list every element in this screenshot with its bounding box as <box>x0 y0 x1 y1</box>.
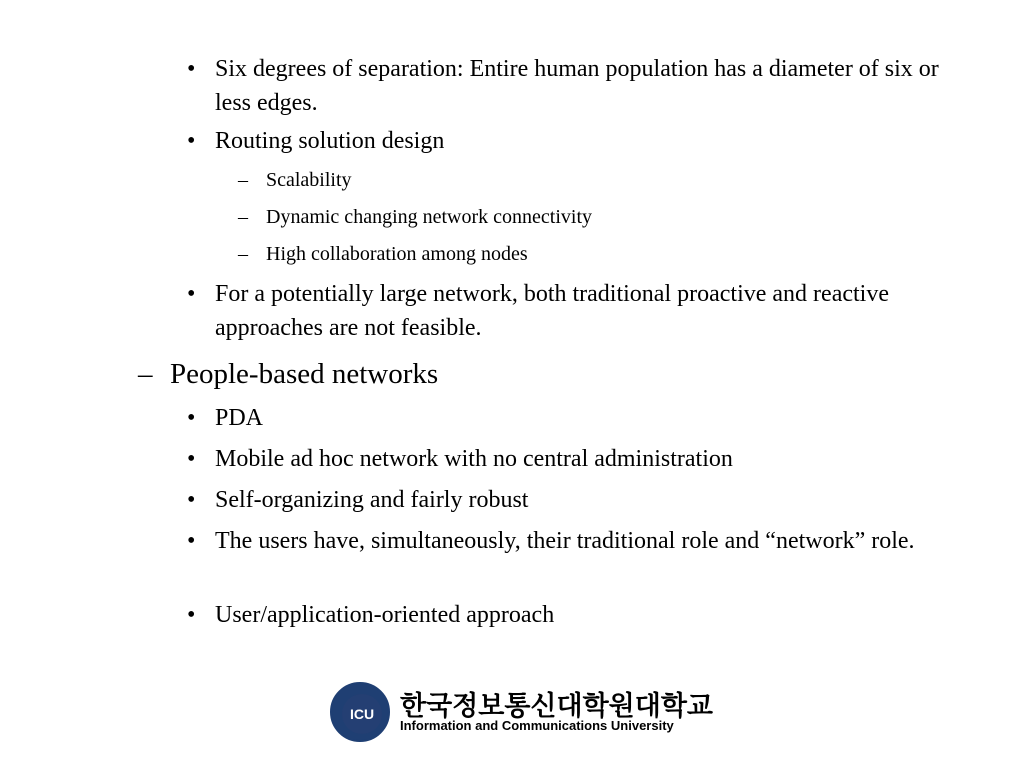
university-name-korean: 한국정보통신대학원대학교 <box>400 691 713 721</box>
bullet-users-roles: • The users have, simultaneously, their traditional role and “network” role. <box>187 528 915 554</box>
bullet-user-application: • User/application-oriented approach <box>187 602 555 628</box>
subitem-high-collaboration: – High collaboration among nodes <box>238 243 528 265</box>
university-name-english: Information and Communications University <box>400 718 674 733</box>
seal-initials: ICU <box>342 694 382 734</box>
bullet-pda: • PDA <box>187 405 264 431</box>
bullet-six-degrees: • Six degrees of separation: Entire human population has a diameter of six or less edges. <box>187 56 939 116</box>
section-people-networks: – People-based networks <box>138 358 439 390</box>
subitem-scalability: – Scalability <box>238 169 352 191</box>
bullet-large-network: • For a potentially large network, both traditional proactive and reactive approaches are not feasible. <box>187 281 889 341</box>
bullet-mobile-adhoc: • Mobile ad hoc network with no central administration <box>187 446 733 472</box>
university-seal-icon <box>330 682 390 742</box>
university-logo <box>330 682 720 744</box>
bullet-self-organizing: • Self-organizing and fairly robust <box>187 487 529 513</box>
subitem-dynamic-connectivity: – Dynamic changing network connectivity <box>238 206 593 228</box>
bullet-routing-solution: • Routing solution design <box>187 128 445 154</box>
